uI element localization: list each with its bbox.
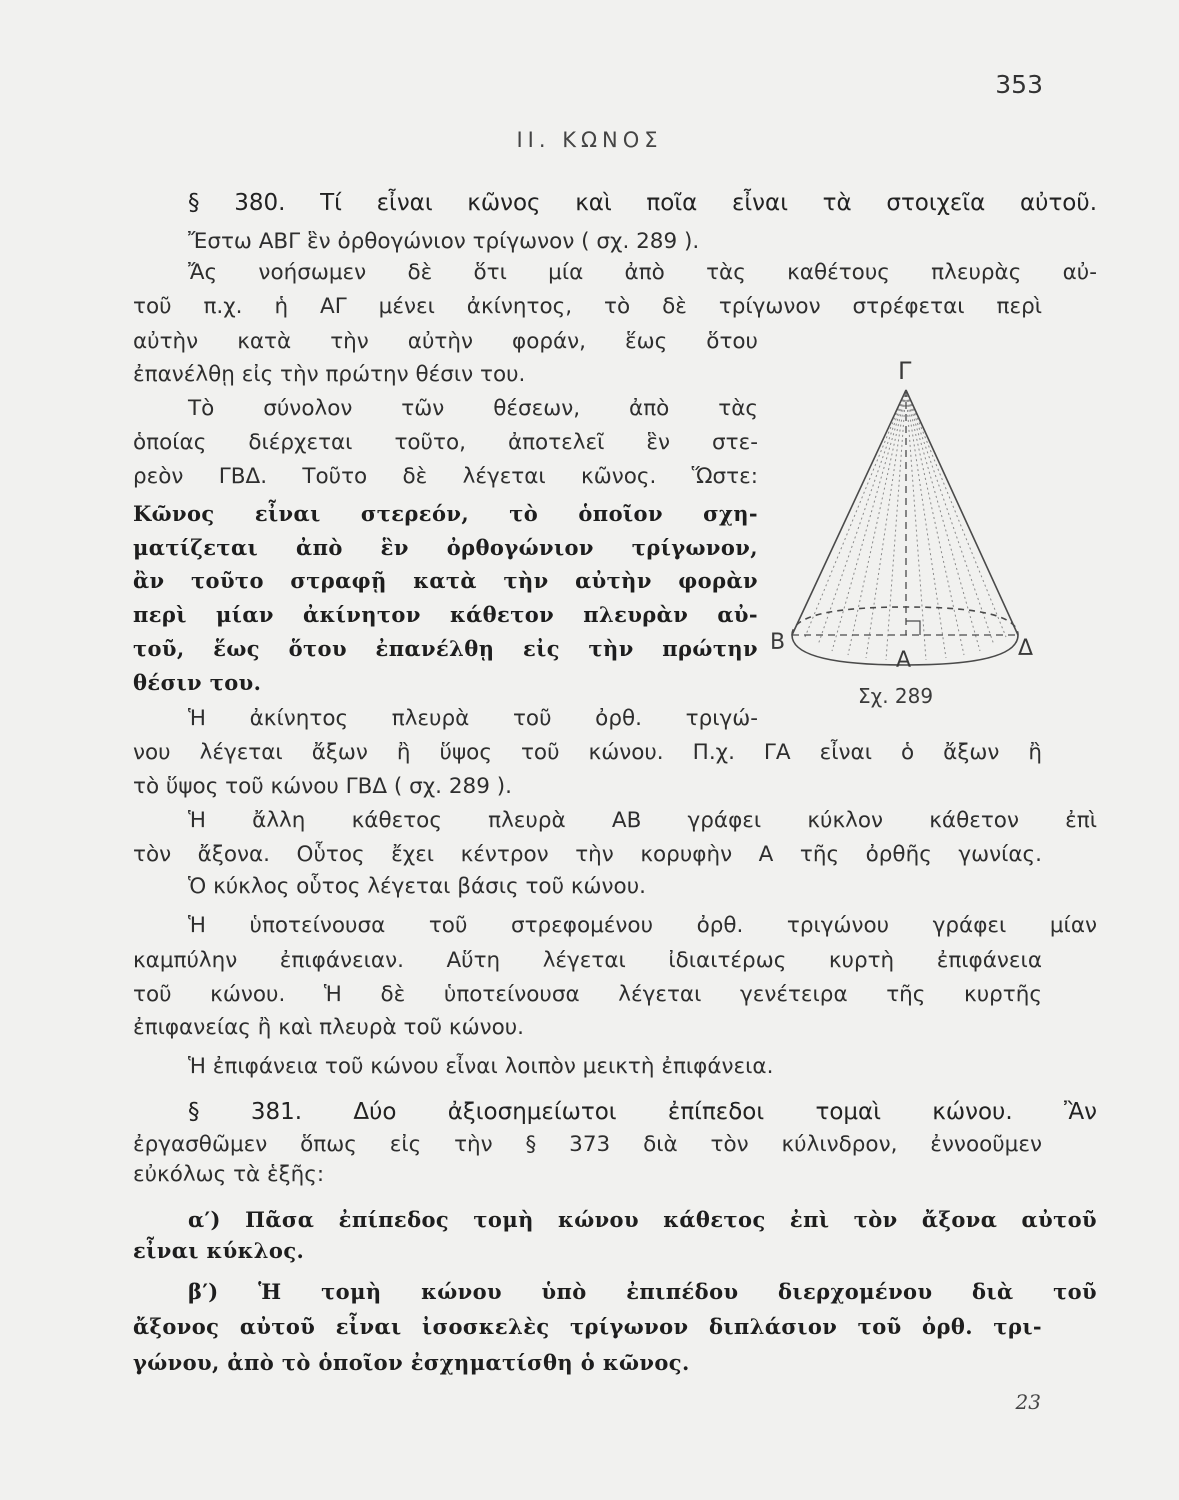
paragraph-line: αὐτὴν κατὰ τὴν αὐτὴν φοράν, ἕως ὅτου: [133, 329, 758, 354]
paragraph-line: Ἡ ὑποτείνουσα τοῦ στρεφομένου ὀρθ. τριγώνου γράφει μίαν: [188, 913, 1097, 938]
statement-line: α′) Πᾶσα ἐπίπεδος τομὴ κώνου κάθετος ἐπὶ τὸν ἄξονα αὐτοῦ: [188, 1207, 1097, 1232]
cone-outline: [792, 390, 1018, 665]
label-center: Α: [896, 648, 912, 673]
paragraph-line: καμπύλην ἐπιφάνειαν. Αὕτη λέγεται ἰδιαιτέρως κυρτὴ ἐπιφάνεια: [133, 948, 1042, 973]
definition-line: περὶ μίαν ἀκίνητον κάθετον πλευρὰν αὐ-: [133, 602, 758, 627]
statement-line: ἄξονος αὐτοῦ εἶναι ἰσοσκελὲς τρίγωνον διπλάσιον τοῦ ὀρθ. τρι-: [133, 1314, 1042, 1339]
paragraph-line: εὐκόλως τὰ ἑξῆς:: [133, 1162, 325, 1187]
section-381-title: § 381. Δύο ἀξιοσημείωτοι ἐπίπεδοι τομαὶ κώνου. Ἂν: [188, 1099, 1097, 1125]
paragraph-line: Ἄς νοήσωμεν δὲ ὅτι μία ἀπὸ τὰς καθέτους πλευρὰς αὐ-: [188, 260, 1097, 285]
label-left: Β: [770, 630, 786, 655]
paragraph-line: ὁποίας διέρχεται τοῦτο, ἀποτελεῖ ἓν στε-: [133, 430, 758, 455]
section-heading: II. ΚΩΝΟΣ: [516, 128, 663, 152]
paragraph-line: ἐργασθῶμεν ὅπως εἰς τὴν § 373 διὰ τὸν κύλινδρον, ἐννοοῦμεν: [133, 1132, 1042, 1157]
page-number: 353: [995, 70, 1043, 99]
paragraph-line: Ἡ ἐπιφάνεια τοῦ κώνου εἶναι λοιπὸν μεικτὴ ἐπιφάνεια.: [188, 1054, 774, 1079]
definition-line: θέσιν του.: [133, 670, 262, 695]
label-right: Δ: [1018, 636, 1034, 661]
paragraph-line: τὸν ἄξονα. Οὗτος ἔχει κέντρον τὴν κορυφὴν Α τῆς ὀρθῆς γωνίας.: [133, 842, 1042, 867]
figure-caption: Σχ. 289: [858, 684, 934, 708]
paragraph-line: ἐπιφανείας ἢ καὶ πλευρὰ τοῦ κώνου.: [133, 1015, 525, 1040]
paragraph-line: τοῦ π.χ. ἡ ΑΓ μένει ἀκίνητος, τὸ δὲ τρίγωνον στρέφεται περὶ: [133, 294, 1042, 319]
cone-figure: [770, 355, 1040, 710]
paragraph-line: τὸ ὕψος τοῦ κώνου ΓΒΔ ( σχ. 289 ).: [133, 774, 512, 799]
definition-line: ματίζεται ἀπὸ ἓν ὀρθογώνιον τρίγωνον,: [133, 535, 758, 560]
paragraph-line: Τὸ σύνολον τῶν θέσεων, ἀπὸ τὰς: [188, 396, 758, 421]
paragraph-line: Ἡ ἄλλη κάθετος πλευρὰ ΑΒ γράφει κύκλον κάθετον ἐπὶ: [188, 808, 1097, 833]
paragraph-line: Ἔστω ΑΒΓ ἓν ὀρθογώνιον τρίγωνον ( σχ. 289 ).: [188, 229, 700, 254]
definition-line: Κῶνος εἶναι στερεόν, τὸ ὁποῖον σχη-: [133, 501, 758, 526]
definition-line: ἂν τοῦτο στραφῇ κατὰ τὴν αὐτὴν φορὰν: [133, 568, 758, 593]
section-380-title: § 380. Τί εἶναι κῶνος καὶ ποῖα εἶναι τὰ στοιχεῖα αὐτοῦ.: [188, 190, 1097, 216]
printer-signature: 23: [1015, 1390, 1041, 1414]
paragraph-line: ἐπανέλθῃ εἰς τὴν πρώτην θέσιν του.: [133, 362, 526, 387]
paragraph-line: τοῦ κώνου. Ἡ δὲ ὑποτείνουσα λέγεται γενέτειρα τῆς κυρτῆς: [133, 982, 1042, 1007]
statement-line: εἶναι κύκλος.: [133, 1238, 305, 1263]
definition-line: τοῦ, ἕως ὅτου ἐπανέλθῃ εἰς τὴν πρώτην: [133, 636, 758, 661]
statement-line: β′) Ἡ τομὴ κώνου ὑπὸ ἐπιπέδου διερχομένου διὰ τοῦ: [188, 1279, 1097, 1304]
paragraph-line: Ἡ ἀκίνητος πλευρὰ τοῦ ὀρθ. τριγώ-: [188, 706, 758, 731]
paragraph-line: νου λέγεται ἄξων ἢ ὕψος τοῦ κώνου. Π.χ. ΓΑ εἶναι ὁ ἄξων ἢ: [133, 740, 1042, 765]
statement-line: γώνου, ἀπὸ τὸ ὁποῖον ἐσχηματίσθη ὁ κῶνος.: [133, 1350, 690, 1375]
label-apex: Γ: [898, 357, 912, 385]
paragraph-line: Ὁ κύκλος οὗτος λέγεται βάσις τοῦ κώνου.: [188, 874, 646, 899]
right-angle-marker: [906, 621, 920, 635]
paragraph-line: ρεὸν ΓΒΔ. Τοῦτο δὲ λέγεται κῶνος. Ὥστε:: [133, 464, 758, 489]
